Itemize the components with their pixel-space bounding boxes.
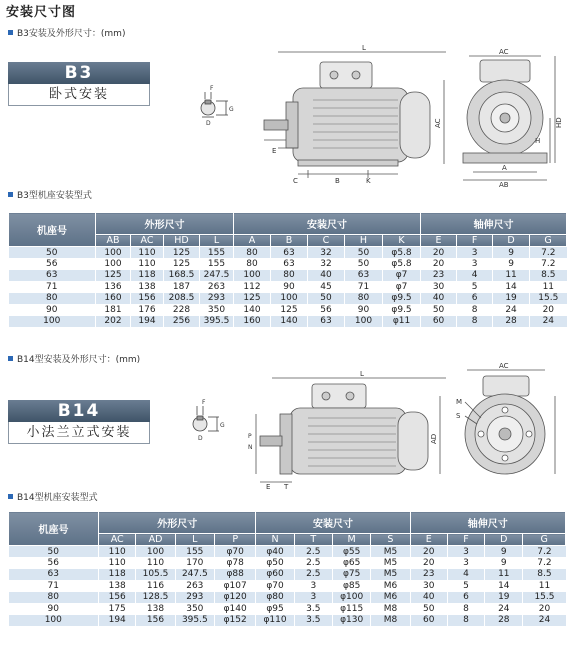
b14-value-cell: 3 <box>294 580 332 592</box>
b3-dim-HD: HD <box>555 117 563 128</box>
b14-value-cell: φ70 <box>256 580 294 592</box>
b3-dim-D: D <box>206 120 211 127</box>
b14-col-E: E <box>410 534 447 546</box>
b14-value-cell: 14 <box>485 580 523 592</box>
b14-value-cell: 105.5 <box>136 569 175 581</box>
b14-col-L: L <box>175 534 214 546</box>
b3-value-cell: 40 <box>308 270 345 282</box>
b14-value-cell: 156 <box>99 592 136 604</box>
b3-table-row <box>9 304 567 316</box>
b14-value-cell: 3 <box>447 557 484 569</box>
b3-value-cell: φ9.5 <box>383 304 421 316</box>
b14-value-cell: 5 <box>447 580 484 592</box>
b14-value-cell: 11 <box>485 569 523 581</box>
b14-table-row <box>9 580 566 592</box>
b14-value-cell: 116 <box>136 580 175 592</box>
b3-value-cell: 100 <box>234 270 271 282</box>
b3-value-cell: 228 <box>164 304 200 316</box>
b14-value-cell: 3.5 <box>294 615 332 627</box>
b3-frame-cell: 71 <box>9 281 96 293</box>
b3-value-cell: 125 <box>234 293 271 305</box>
b14-value-cell: 19 <box>485 592 523 604</box>
b3-value-cell: 20 <box>421 258 457 270</box>
b3-value-cell: 176 <box>131 304 164 316</box>
b3-value-cell: 100 <box>271 293 308 305</box>
b3-value-cell: 20 <box>530 304 567 316</box>
b14-dim-AD: AD <box>430 433 438 444</box>
b3-dim-K: K <box>366 177 371 185</box>
b3-dim-C: C <box>293 177 298 185</box>
b3-value-cell: 125 <box>96 270 131 282</box>
b14-value-cell: φ110 <box>256 615 294 627</box>
b3-value-cell: 11 <box>530 281 567 293</box>
b3-dims-title <box>8 26 125 39</box>
page-title: 安装尺寸图 <box>6 5 77 20</box>
b14-value-cell: 170 <box>175 557 214 569</box>
b3-value-cell: 138 <box>131 281 164 293</box>
bullet-icon <box>8 30 13 35</box>
b14-value-cell: 194 <box>99 615 136 627</box>
b14-dim-L: L <box>360 370 364 378</box>
b3-col-H: H <box>345 235 383 247</box>
b3-value-cell: φ9.5 <box>383 293 421 305</box>
bullet-icon <box>8 356 13 361</box>
b14-col-F: F <box>447 534 484 546</box>
b3-value-cell: 80 <box>271 270 308 282</box>
b14-value-cell: M5 <box>371 569 410 581</box>
b3-table-row <box>9 247 567 259</box>
b3-value-cell: 8.5 <box>530 270 567 282</box>
b3-shaft-section-drawing <box>190 80 240 130</box>
b3-table-row <box>9 270 567 282</box>
b14-value-cell: φ152 <box>214 615 255 627</box>
b14-value-cell: 40 <box>410 592 447 604</box>
b14-table-title <box>8 490 98 503</box>
b14-value-cell: φ60 <box>256 569 294 581</box>
b3-table-title <box>8 188 92 201</box>
b3-header-outline: 外形尺寸 <box>96 213 234 235</box>
b14-col-N: N <box>256 534 294 546</box>
b3-value-cell: 24 <box>530 316 567 328</box>
b3-value-cell: 15.5 <box>530 293 567 305</box>
b3-value-cell: 56 <box>308 304 345 316</box>
b14-dim-AC: AC <box>499 362 509 370</box>
b3-value-cell: 63 <box>271 247 308 259</box>
b3-frame-cell: 50 <box>9 247 96 259</box>
b3-end-view-drawing <box>455 48 567 188</box>
b3-value-cell: 11 <box>493 270 530 282</box>
b14-table-row <box>9 615 566 627</box>
b3-value-cell: 28 <box>493 316 530 328</box>
b3-value-cell: 350 <box>200 304 234 316</box>
b14-value-cell: φ88 <box>214 569 255 581</box>
b3-value-cell: 110 <box>131 247 164 259</box>
b3-value-cell: 90 <box>271 281 308 293</box>
b3-value-cell: 160 <box>96 293 131 305</box>
b3-value-cell: 50 <box>345 247 383 259</box>
b3-value-cell: 118 <box>131 270 164 282</box>
b3-value-cell: 125 <box>164 258 200 270</box>
b3-value-cell: φ11 <box>383 316 421 328</box>
b14-table-body <box>9 546 566 627</box>
b3-table-title-text: B3型机座安装型式 <box>17 191 92 201</box>
b14-value-cell: φ140 <box>214 603 255 615</box>
b3-header-frame: 机座号 <box>9 213 96 247</box>
b14-value-cell: 3 <box>447 546 484 558</box>
b14-dim-N: N <box>248 444 253 451</box>
b3-value-cell: 155 <box>200 247 234 259</box>
b14-frame-cell: 71 <box>9 580 99 592</box>
b3-dim-AC-side: AC <box>434 118 442 128</box>
b3-value-cell: 24 <box>493 304 530 316</box>
b14-frame-cell: 80 <box>9 592 99 604</box>
b3-label-box <box>8 62 150 106</box>
b14-frame-cell: 100 <box>9 615 99 627</box>
b3-value-cell: 23 <box>421 270 457 282</box>
b3-value-cell: 100 <box>96 247 131 259</box>
b3-value-cell: 187 <box>164 281 200 293</box>
b14-value-cell: M8 <box>371 603 410 615</box>
bullet-icon <box>8 494 13 499</box>
b14-dim-E: E <box>266 483 271 491</box>
b3-value-cell: 155 <box>200 258 234 270</box>
b14-value-cell: 175 <box>99 603 136 615</box>
b14-value-cell: φ65 <box>332 557 370 569</box>
b14-dim-M: M <box>456 398 463 406</box>
b14-value-cell: 9 <box>485 557 523 569</box>
b14-dim-G: G <box>220 422 225 429</box>
b14-value-cell: 28 <box>485 615 523 627</box>
b3-dim-AC-end: AC <box>499 48 509 56</box>
b3-label-text: 卧式安装 <box>8 84 150 106</box>
b3-frame-cell: 90 <box>9 304 96 316</box>
b14-value-cell: φ130 <box>332 615 370 627</box>
b3-header-shaft: 轴伸尺寸 <box>421 213 567 235</box>
b3-value-cell: 110 <box>131 258 164 270</box>
b14-col-AC: AC <box>99 534 136 546</box>
b3-value-cell: 90 <box>345 304 383 316</box>
b14-value-cell: 20 <box>410 557 447 569</box>
b3-value-cell: 3 <box>457 258 493 270</box>
b14-col-P: P <box>214 534 255 546</box>
b3-value-cell: 32 <box>308 247 345 259</box>
b14-value-cell: 156 <box>136 615 175 627</box>
b14-value-cell: M5 <box>371 557 410 569</box>
b14-value-cell: 155 <box>175 546 214 558</box>
b3-dim-H: H <box>535 137 541 145</box>
b14-header-shaft: 轴伸尺寸 <box>410 512 565 534</box>
b3-dim-A: A <box>502 164 507 172</box>
b14-frame-cell: 63 <box>9 569 99 581</box>
b3-spec-table <box>8 212 567 327</box>
b3-value-cell: 71 <box>345 281 383 293</box>
b3-col-L: L <box>200 235 234 247</box>
b14-value-cell: φ50 <box>256 557 294 569</box>
b14-value-cell: φ115 <box>332 603 370 615</box>
b3-value-cell: 208.5 <box>164 293 200 305</box>
b14-dim-P: P <box>248 433 252 440</box>
b14-value-cell: φ85 <box>332 580 370 592</box>
b3-value-cell: 50 <box>308 293 345 305</box>
b3-table-row <box>9 293 567 305</box>
b14-table-title-text: B14型机座安装型式 <box>17 493 98 503</box>
b3-value-cell: 8 <box>457 316 493 328</box>
b14-value-cell: 4 <box>447 569 484 581</box>
b14-value-cell: 8 <box>447 603 484 615</box>
b14-dim-D: D <box>198 435 203 442</box>
b3-value-cell: φ5.8 <box>383 258 421 270</box>
b14-value-cell: φ75 <box>332 569 370 581</box>
b3-value-cell: 40 <box>421 293 457 305</box>
b3-value-cell: 32 <box>308 258 345 270</box>
b14-value-cell: φ70 <box>214 546 255 558</box>
b14-dim-F: F <box>202 399 206 406</box>
b3-value-cell: 5 <box>457 281 493 293</box>
b3-value-cell: φ7 <box>383 281 421 293</box>
b14-value-cell: φ40 <box>256 546 294 558</box>
b14-value-cell: 7.2 <box>523 546 566 558</box>
b3-value-cell: 160 <box>234 316 271 328</box>
b3-label-code: B3 <box>8 62 150 84</box>
b14-col-T: T <box>294 534 332 546</box>
b3-dim-G: G <box>229 106 234 113</box>
b3-value-cell: 60 <box>421 316 457 328</box>
b3-value-cell: 395.5 <box>200 316 234 328</box>
b14-table-row <box>9 592 566 604</box>
b3-value-cell: 293 <box>200 293 234 305</box>
b3-value-cell: 14 <box>493 281 530 293</box>
b14-end-view-drawing <box>455 362 567 490</box>
b3-side-view-drawing <box>258 40 453 190</box>
b3-value-cell: 100 <box>345 316 383 328</box>
b14-dim-S: S <box>456 412 461 420</box>
b14-value-cell: 23 <box>410 569 447 581</box>
b14-value-cell: M5 <box>371 546 410 558</box>
b14-value-cell: 8 <box>447 615 484 627</box>
b3-value-cell: 19 <box>493 293 530 305</box>
b14-value-cell: φ120 <box>214 592 255 604</box>
b14-dims-title <box>8 352 140 365</box>
b14-value-cell: φ80 <box>256 592 294 604</box>
b3-value-cell: 80 <box>234 247 271 259</box>
bullet-icon <box>8 192 13 197</box>
b3-value-cell: 112 <box>234 281 271 293</box>
b3-dim-B: B <box>335 177 340 185</box>
b14-value-cell: 7.2 <box>523 557 566 569</box>
b14-value-cell: φ100 <box>332 592 370 604</box>
b3-frame-cell: 100 <box>9 316 96 328</box>
b3-value-cell: 45 <box>308 281 345 293</box>
b14-value-cell: M6 <box>371 592 410 604</box>
b14-frame-cell: 90 <box>9 603 99 615</box>
b3-table-body <box>9 247 567 328</box>
b3-dim-F: F <box>210 85 214 92</box>
b14-col-M: M <box>332 534 370 546</box>
b14-value-cell: 100 <box>136 546 175 558</box>
b3-col-E: E <box>421 235 457 247</box>
b3-table-row <box>9 258 567 270</box>
b14-value-cell: 395.5 <box>175 615 214 627</box>
b14-value-cell: 8.5 <box>523 569 566 581</box>
b3-frame-cell: 80 <box>9 293 96 305</box>
b3-col-G: G <box>530 235 567 247</box>
b3-col-F: F <box>457 235 493 247</box>
b14-dims-title-text: B14型安装及外形尺寸：(mm) <box>17 355 141 365</box>
b14-col-D: D <box>485 534 523 546</box>
b3-value-cell: 63 <box>345 270 383 282</box>
b14-col-G: G <box>523 534 566 546</box>
b3-value-cell: 247.5 <box>200 270 234 282</box>
b3-value-cell: 30 <box>421 281 457 293</box>
b14-value-cell: 3.5 <box>294 603 332 615</box>
b14-col-S: S <box>371 534 410 546</box>
b14-value-cell: M6 <box>371 580 410 592</box>
b14-header-mount: 安装尺寸 <box>256 512 410 534</box>
b14-value-cell: 9 <box>485 546 523 558</box>
b14-value-cell: 15.5 <box>523 592 566 604</box>
b3-value-cell: 136 <box>96 281 131 293</box>
b14-value-cell: 350 <box>175 603 214 615</box>
b3-table-row <box>9 316 567 328</box>
b14-table-row <box>9 546 566 558</box>
b14-value-cell: 2.5 <box>294 569 332 581</box>
b3-col-AB: AB <box>96 235 131 247</box>
b14-shaft-section-drawing <box>185 396 230 446</box>
b3-value-cell: 63 <box>271 258 308 270</box>
b14-header-frame: 机座号 <box>9 512 99 546</box>
b14-spec-table <box>8 511 566 626</box>
b3-col-A: A <box>234 235 271 247</box>
b3-value-cell: 80 <box>234 258 271 270</box>
b14-value-cell: 11 <box>523 580 566 592</box>
b14-table-row <box>9 557 566 569</box>
b3-dim-L: L <box>362 44 366 52</box>
b14-value-cell: 247.5 <box>175 569 214 581</box>
b14-side-view-drawing <box>250 372 450 490</box>
b3-value-cell: 168.5 <box>164 270 200 282</box>
b14-value-cell: 20 <box>410 546 447 558</box>
b14-value-cell: 6 <box>447 592 484 604</box>
b14-dim-T: T <box>284 483 289 491</box>
b14-frame-cell: 56 <box>9 557 99 569</box>
b3-col-D: D <box>493 235 530 247</box>
b3-dim-AB: AB <box>499 181 509 189</box>
b14-value-cell: 24 <box>523 615 566 627</box>
b3-value-cell: 9 <box>493 247 530 259</box>
b3-value-cell: 100 <box>96 258 131 270</box>
b3-value-cell: 80 <box>345 293 383 305</box>
b3-value-cell: 6 <box>457 293 493 305</box>
b3-value-cell: 7.2 <box>530 258 567 270</box>
b3-col-AC: AC <box>131 235 164 247</box>
b3-value-cell: 156 <box>131 293 164 305</box>
b3-value-cell: 125 <box>164 247 200 259</box>
b3-value-cell: 140 <box>271 316 308 328</box>
b3-table-row <box>9 281 567 293</box>
b14-value-cell: φ95 <box>256 603 294 615</box>
b14-value-cell: 110 <box>99 557 136 569</box>
b14-value-cell: 30 <box>410 580 447 592</box>
b14-value-cell: 263 <box>175 580 214 592</box>
b3-value-cell: 63 <box>308 316 345 328</box>
b3-frame-cell: 56 <box>9 258 96 270</box>
b3-value-cell: 50 <box>345 258 383 270</box>
b3-col-HD: HD <box>164 235 200 247</box>
b3-dim-E: E <box>272 147 277 155</box>
b14-value-cell: 138 <box>99 580 136 592</box>
b14-value-cell: φ107 <box>214 580 255 592</box>
b14-value-cell: M8 <box>371 615 410 627</box>
b3-value-cell: 256 <box>164 316 200 328</box>
b3-value-cell: 125 <box>271 304 308 316</box>
b14-value-cell: 138 <box>136 603 175 615</box>
b14-table-row <box>9 603 566 615</box>
b14-label-text: 小法兰立式安装 <box>8 422 150 444</box>
b3-value-cell: 20 <box>421 247 457 259</box>
b3-value-cell: 4 <box>457 270 493 282</box>
b14-value-cell: 110 <box>99 546 136 558</box>
b3-value-cell: 194 <box>131 316 164 328</box>
b14-value-cell: 20 <box>523 603 566 615</box>
b14-value-cell: 128.5 <box>136 592 175 604</box>
b3-value-cell: 50 <box>421 304 457 316</box>
b14-table-row <box>9 569 566 581</box>
b14-label-box <box>8 400 150 444</box>
b14-value-cell: 2.5 <box>294 557 332 569</box>
b3-col-C: C <box>308 235 345 247</box>
b3-dims-title-text: B3安装及外形尺寸：(mm) <box>17 29 126 39</box>
b3-value-cell: 3 <box>457 247 493 259</box>
b3-col-K: K <box>383 235 421 247</box>
b14-header-outline: 外形尺寸 <box>99 512 256 534</box>
b14-value-cell: 50 <box>410 603 447 615</box>
b3-value-cell: 9 <box>493 258 530 270</box>
b14-value-cell: 293 <box>175 592 214 604</box>
b14-value-cell: 110 <box>136 557 175 569</box>
b14-value-cell: 118 <box>99 569 136 581</box>
b3-value-cell: 202 <box>96 316 131 328</box>
b3-col-B: B <box>271 235 308 247</box>
b3-value-cell: 140 <box>234 304 271 316</box>
b3-value-cell: φ5.8 <box>383 247 421 259</box>
b14-value-cell: 2.5 <box>294 546 332 558</box>
b14-value-cell: 3 <box>294 592 332 604</box>
b3-header-mount: 安装尺寸 <box>234 213 421 235</box>
b14-value-cell: φ55 <box>332 546 370 558</box>
b3-frame-cell: 63 <box>9 270 96 282</box>
b3-value-cell: 181 <box>96 304 131 316</box>
b14-value-cell: φ78 <box>214 557 255 569</box>
b3-value-cell: φ7 <box>383 270 421 282</box>
b3-value-cell: 263 <box>200 281 234 293</box>
b14-frame-cell: 50 <box>9 546 99 558</box>
b14-col-AD: AD <box>136 534 175 546</box>
b3-value-cell: 7.2 <box>530 247 567 259</box>
b3-value-cell: 8 <box>457 304 493 316</box>
b14-value-cell: 60 <box>410 615 447 627</box>
b14-label-code: B14 <box>8 400 150 422</box>
b14-value-cell: 24 <box>485 603 523 615</box>
